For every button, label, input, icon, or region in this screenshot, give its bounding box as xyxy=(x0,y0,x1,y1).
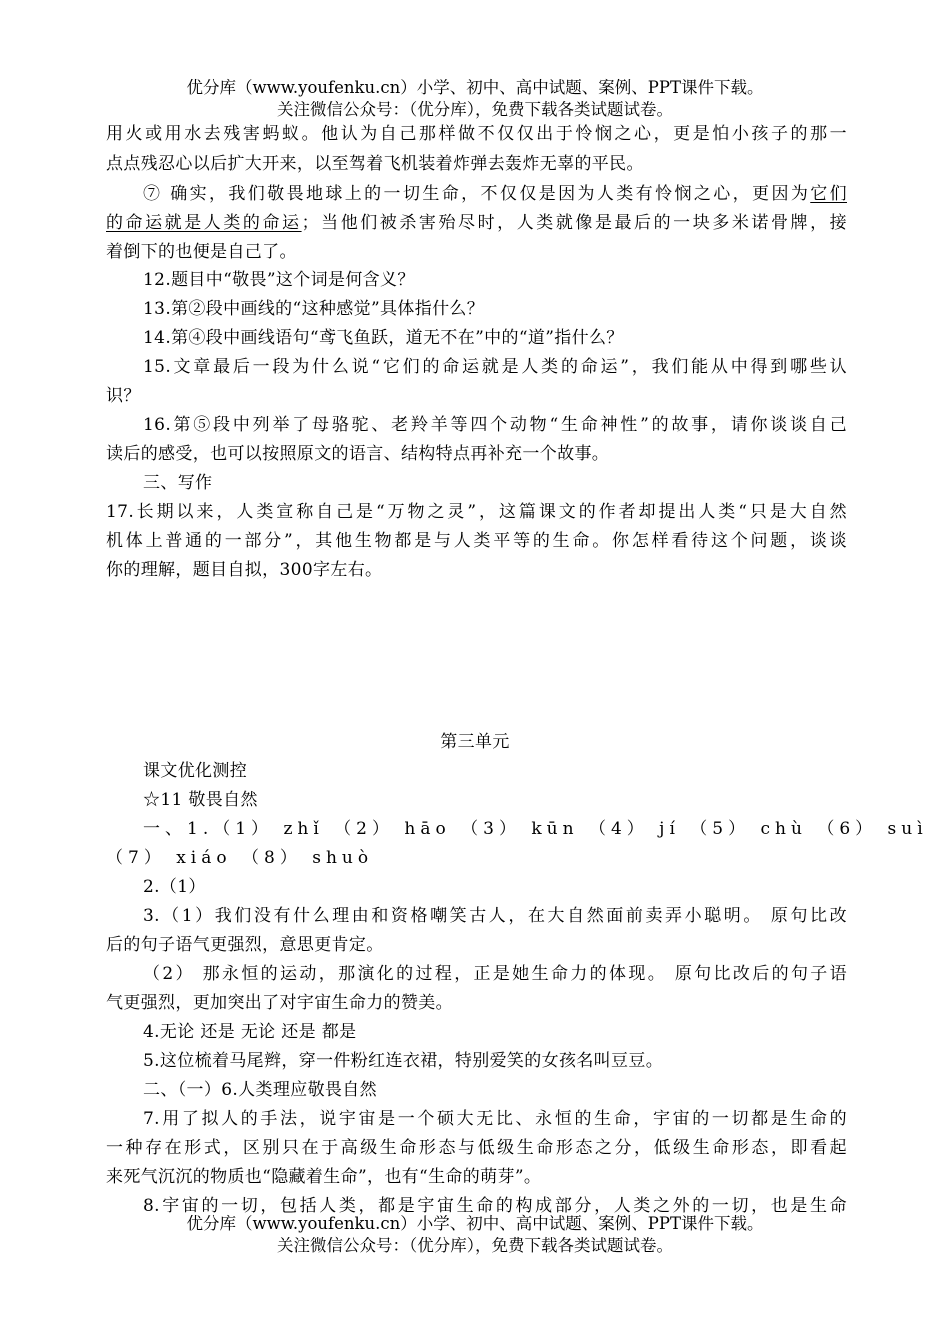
answer-3-line-1: 3.（1）我们没有什么理由和资格嘲笑古人，在大自然面前卖弄小聪明。 原句比改 xyxy=(143,906,847,926)
passage-line: 点点残忍心以后扩大开来，以至驾着飞机装着炸弹去轰炸无辜的平民。 xyxy=(106,154,644,174)
paragraph-7-line-3: 着倒下的也便是自己了。 xyxy=(106,242,297,262)
paragraph-7-text: ；当他们被杀害殆尽时，人类就像是最后的一块多米诺骨牌，接 xyxy=(301,213,847,233)
question-17-line-2: 机体上普通的一部分”，其他生物都是与人类平等的生命。你怎样看待这个问题，谈谈 xyxy=(106,531,847,551)
question-17-line-1: 17.长期以来，人类宣称自己是“万物之灵”，这篇课文的作者却提出人类“只是大自然 xyxy=(106,502,847,522)
header-line-2: 关注微信公众号：（优分库），免费下载各类试题试卷。 xyxy=(277,100,673,119)
question-16-line-2: 读后的感受，也可以按照原文的语言、结构特点再补充一个故事。 xyxy=(106,444,610,464)
question-15-line-1: 15.文章最后一段为什么说“它们的命运就是人类的命运”，我们能从中得到哪些认 xyxy=(143,357,847,377)
answer-2: 2.（1） xyxy=(143,877,206,897)
question-16-line-1: 16.第⑤段中列举了母骆驼、老羚羊等四个动物“生命神性”的故事，请你谈谈自己 xyxy=(143,415,847,435)
answer-6: 二、（一）6.人类理应敬畏自然 xyxy=(143,1080,377,1100)
answer-3-line-4: 气更强烈，更加突出了对宇宙生命力的赞美。 xyxy=(106,993,453,1013)
question-14: 14.第④段中画线语句“鸢飞鱼跃，道无不在”中的“道”指什么？ xyxy=(143,328,624,348)
passage-line: 用火或用水去残害蚂蚁。他认为自己那样做不仅仅出于怜悯之心，更是怕小孩子的那一 xyxy=(106,124,847,144)
question-13: 13.第②段中画线的“这种感觉”具体指什么？ xyxy=(143,299,485,319)
underlined-phrase: 它们 xyxy=(810,184,847,204)
answer-1-line-1: 一、1.（1） zhǐ （2） hāo （3） kūn （4） jí （5） chù （6） suì xyxy=(143,819,928,839)
paragraph-7-line-1 xyxy=(143,182,847,206)
header-line-1: 优分库（www.youfenku.cn）小学、初中、高中试题、案例、PPT课件下载。 xyxy=(186,78,764,97)
question-12: 12.题目中“敬畏”这个词是何含义？ xyxy=(143,270,415,290)
answer-7-line-1: 7.用了拟人的手法，说宇宙是一个硕大无比、永恒的生命，宇宙的一切都是生命的 xyxy=(143,1109,847,1129)
paragraph-7-text: ⑦ 确实，我们敬畏地球上的一切生命，不仅仅是因为人类有怜悯之心，更因为 xyxy=(143,184,811,204)
unit-title: 第三单元 xyxy=(440,732,510,752)
answer-4: 4.无论 还是 无论 还是 都是 xyxy=(143,1022,357,1042)
answer-3-line-3: （2） 那永恒的运动，那演化的过程，正是她生命力的体现。 原句比改后的句子语 xyxy=(143,964,847,984)
footer-line-1: 优分库（www.youfenku.cn）小学、初中、高中试题、案例、PPT课件下载。 xyxy=(186,1214,764,1233)
paragraph-7-line-2 xyxy=(106,211,847,235)
lesson-title: ☆11 敬畏自然 xyxy=(143,790,258,810)
answer-3-line-2: 后的句子语气更强烈，意思更肯定。 xyxy=(106,935,384,955)
question-15-line-2: 识？ xyxy=(106,386,141,406)
answer-8-line-1: 8.宇宙的一切，包括人类，都是宇宙生命的构成部分，人类之外的一切，也是生命 xyxy=(143,1196,847,1216)
underlined-phrase: 的命运就是人类的命运 xyxy=(106,213,302,233)
answer-1-line-2: （7） xiáo （8） shuò xyxy=(106,848,374,868)
answer-7-line-3: 来死气沉沉的物质也“隐藏着生命”，也有“生命的萌芽”。 xyxy=(106,1167,542,1187)
subtitle: 课文优化测控 xyxy=(143,761,248,781)
section-heading-writing: 三、写作 xyxy=(143,473,213,493)
footer-line-2: 关注微信公众号：（优分库），免费下载各类试题试卷。 xyxy=(277,1236,673,1255)
answer-7-line-2: 一种存在形式，区别只在于高级生命形态与低级生命形态之分，低级生命形态，即看起 xyxy=(106,1138,847,1158)
answer-5: 5.这位梳着马尾辫，穿一件粉红连衣裙，特别爱笑的女孩名叫豆豆。 xyxy=(143,1051,664,1071)
question-17-line-3: 你的理解，题目自拟，300字左右。 xyxy=(106,560,383,580)
